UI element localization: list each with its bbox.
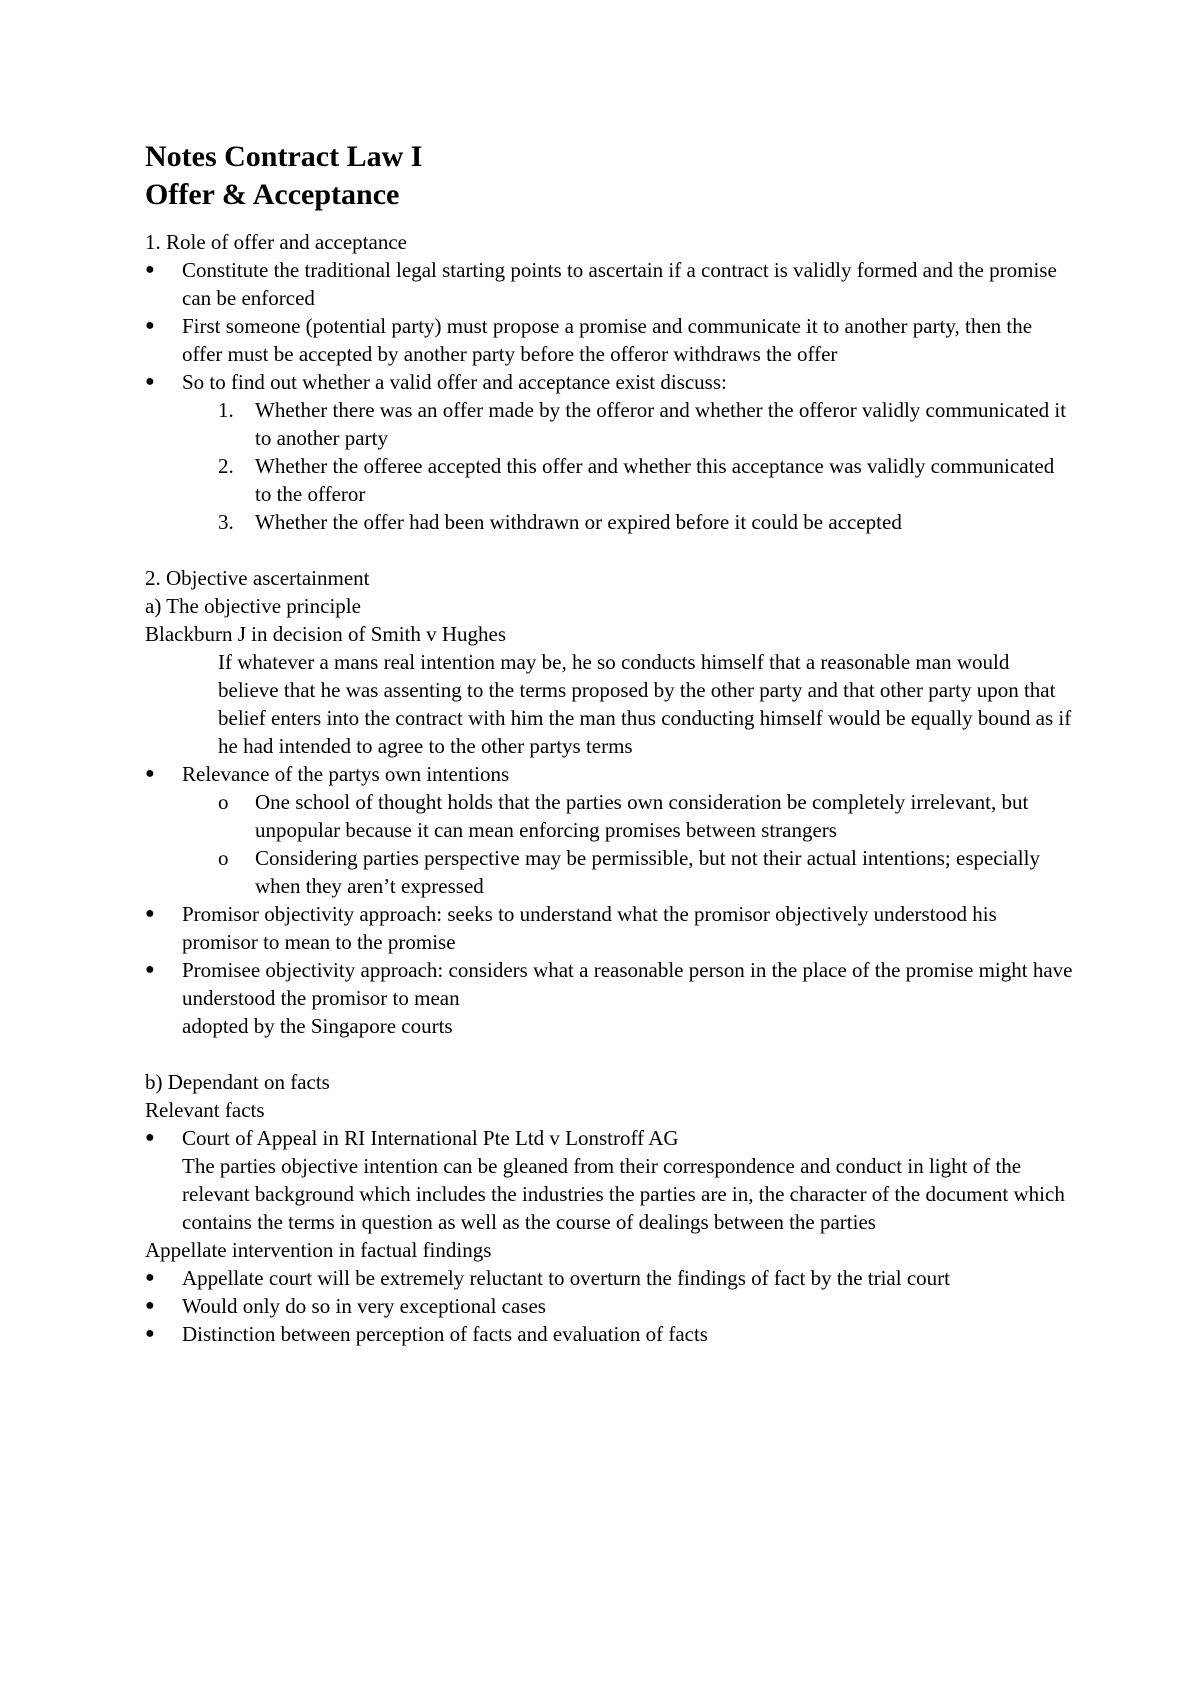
bullet-icon: ● bbox=[145, 1325, 155, 1342]
list-item bbox=[145, 256, 1075, 312]
list-text: Whether the offeree accepted this offer and whether this acceptance was validly communicated to the offeror bbox=[255, 454, 1055, 506]
relevant-facts-heading: Relevant facts bbox=[145, 1098, 265, 1122]
bullet-text: Appellate court will be extremely reluctant to overturn the findings of fact by the trial court bbox=[182, 1266, 950, 1290]
bullet-text: Promisor objectivity approach: seeks to understand what the promisor objectively understood his promisor to mean to the promise bbox=[182, 902, 997, 954]
bullet-text: Constitute the traditional legal starting points to ascertain if a contract is validly formed and the promise can be enforced bbox=[182, 258, 1057, 310]
circle-bullet-icon: o bbox=[218, 846, 229, 870]
list-item bbox=[218, 396, 1075, 452]
list-item bbox=[145, 1264, 1075, 1292]
list-item bbox=[218, 452, 1075, 508]
list-item bbox=[145, 900, 1075, 956]
bullet-icon: ● bbox=[145, 317, 155, 334]
list-number: 2. bbox=[218, 454, 234, 478]
appellate-heading: Appellate intervention in factual findings bbox=[145, 1238, 492, 1262]
bullet-icon: ● bbox=[145, 961, 155, 978]
objectivity-bullets bbox=[145, 900, 1075, 1012]
bullet-icon: ● bbox=[145, 373, 155, 390]
relevant-facts-bullets bbox=[145, 1124, 1075, 1152]
list-number: 1. bbox=[218, 398, 234, 422]
list-number: 3. bbox=[218, 510, 234, 534]
coa-explanation: The parties objective intention can be gleaned from their correspondence and conduct in light of the relevant background which includes the industries the parties are in, the character of the document which contains the terms in question as well as the course of dealings between the parties bbox=[182, 1154, 1065, 1234]
appellate-bullets bbox=[145, 1264, 1075, 1348]
bullet-text: Relevance of the partys own intentions bbox=[182, 762, 510, 786]
document-page bbox=[145, 138, 1075, 1348]
list-item bbox=[145, 1292, 1075, 1320]
list-item bbox=[145, 760, 1075, 788]
circle-bullet-icon: o bbox=[218, 790, 229, 814]
list-item bbox=[218, 508, 1075, 536]
section1-heading: 1. Role of offer and acceptance bbox=[145, 230, 407, 254]
document-subtitle: Offer & Acceptance bbox=[145, 178, 400, 211]
bullet-text: So to find out whether a valid offer and acceptance exist discuss: bbox=[182, 370, 727, 394]
list-item bbox=[218, 788, 1075, 844]
case-citation: Blackburn J in decision of Smith v Hughes bbox=[145, 622, 507, 646]
list-item bbox=[218, 844, 1075, 900]
list-text: Whether the offer had been withdrawn or expired before it could be accepted bbox=[255, 510, 902, 534]
section1-bullets bbox=[145, 256, 1075, 396]
list-item bbox=[145, 312, 1075, 368]
bullet-icon: ● bbox=[145, 1129, 155, 1146]
intentions-sub-list bbox=[145, 788, 1075, 900]
bullet-icon: ● bbox=[145, 765, 155, 782]
bullet-text: Distinction between perception of facts and evaluation of facts bbox=[182, 1322, 708, 1346]
bullet-text: Court of Appeal in RI International Pte Ltd v Lonstroff AG bbox=[182, 1126, 679, 1150]
list-item bbox=[145, 368, 1075, 396]
bullet-text: Would only do so in very exceptional cases bbox=[182, 1294, 546, 1318]
list-text: Whether there was an offer made by the offeror and whether the offeror validly communicated it to another party bbox=[255, 398, 1067, 450]
section1-numbered-list bbox=[145, 396, 1075, 536]
case-quote: If whatever a mans real intention may be, he so conducts himself that a reasonable man would believe that he was assenting to the terms proposed by the other party and that other party upon that belief enters into the contract with him the man thus conducting himself would be equally bound as if he had intended to agree to the other partys terms bbox=[218, 650, 1072, 758]
document-title: Notes Contract Law I bbox=[145, 140, 423, 173]
list-text: Considering parties perspective may be permissible, but not their actual intentions; especially when they aren’t expressed bbox=[255, 846, 1040, 898]
list-text: One school of thought holds that the parties own consideration be completely irrelevant, but unpopular because it can mean enforcing promises between strangers bbox=[255, 790, 1029, 842]
list-item bbox=[145, 956, 1075, 1012]
bullet-text: Promisee objectivity approach: considers what a reasonable person in the place of the promise might have understood the promisor to mean bbox=[182, 958, 1073, 1010]
section2-heading: 2. Objective ascertainment bbox=[145, 566, 370, 590]
bullet-icon: ● bbox=[145, 1269, 155, 1286]
promisee-continuation: adopted by the Singapore courts bbox=[182, 1014, 453, 1038]
bullet-icon: ● bbox=[145, 1297, 155, 1314]
subsection-a-heading: a) The objective principle bbox=[145, 594, 361, 618]
subsection-b-heading: b) Dependant on facts bbox=[145, 1070, 330, 1094]
bullet-icon: ● bbox=[145, 261, 155, 278]
bullet-icon: ● bbox=[145, 905, 155, 922]
intentions-bullets bbox=[145, 760, 1075, 788]
bullet-text: First someone (potential party) must propose a promise and communicate it to another party, then the offer must be accepted by another party before the offeror withdraws the offer bbox=[182, 314, 1033, 366]
list-item bbox=[145, 1124, 1075, 1152]
list-item bbox=[145, 1320, 1075, 1348]
